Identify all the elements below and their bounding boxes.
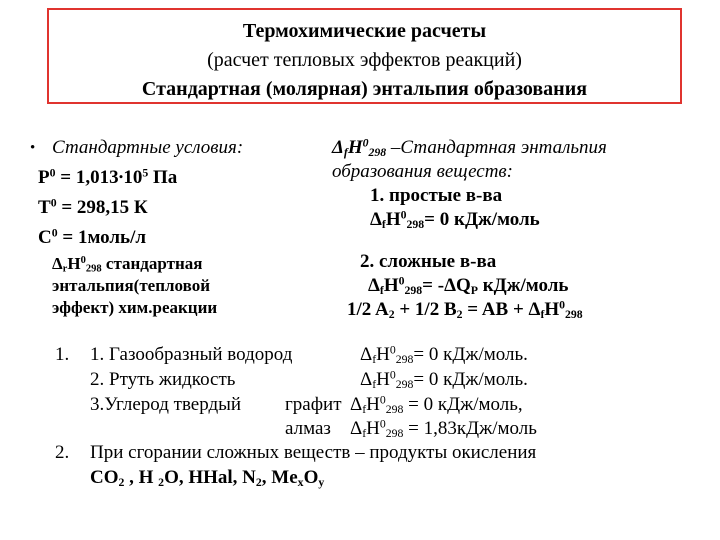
title-line-1: Термохимические расчеты xyxy=(242,20,487,42)
formation-enthalpy-definition-2: образования веществ: xyxy=(332,161,514,182)
oxidation-products: $CO_2$ , H $_2$O, HHal, $N_2$, $Me_xO_y$ xyxy=(90,467,325,489)
standard-conditions-heading: Стандартные условия: xyxy=(52,137,244,158)
title-line-3: Стандартная (молярная) энтальпия образования xyxy=(141,78,588,100)
simple-substances-label: 1. простые в-ва xyxy=(370,185,503,206)
diamond-label: алмаз xyxy=(285,418,331,439)
mercury-equation: $\Delta_fH^0_{298}= 0$ кДж/моль. xyxy=(360,368,528,391)
list-item-mercury: 2. Ртуть жидкость xyxy=(90,369,236,390)
reaction-enthalpy-line-3: эффект) хим.реакции xyxy=(52,298,218,317)
formation-reaction-equation: 1/2 $A_2 + 1/2$ $B_2$ = AB + $\Delta_fH^0_{298}$ xyxy=(347,298,583,321)
reaction-enthalpy-line: $\Delta_rH^0_{298}$ стандартная xyxy=(52,254,203,275)
reaction-enthalpy-line-2: энтальпия(тепловой xyxy=(52,276,210,295)
complex-substances-equation: $\Delta_fH^0_{298}= -\Delta Q_P$ кДж/моль xyxy=(368,274,569,297)
hydrogen-equation: $\Delta_fH^0_{298}= 0$ кДж/моль. xyxy=(360,343,528,366)
title-box xyxy=(47,8,682,104)
list-number-2: 2. xyxy=(55,442,70,463)
simple-substances-equation: $\Delta_fH^0_{298}= 0$ кДж/моль xyxy=(370,208,540,231)
graphite-equation: $\Delta_fH^0_{298} = 0$ кДж/моль, xyxy=(350,393,523,416)
title-line-2: (расчет тепловых эффектов реакций) xyxy=(207,49,522,71)
graphite-label: графит xyxy=(285,394,342,415)
complex-substances-label: 2. сложные в-ва xyxy=(360,251,497,272)
bullet-marker: • xyxy=(30,140,36,156)
list-item-carbon: 3.Углерод твердый xyxy=(90,394,242,415)
list-item-hydrogen: 1. Газообразный водород xyxy=(90,344,293,365)
temperature-line: $Т^0 = 298,15$ К xyxy=(38,196,148,218)
diamond-equation: $\Delta_fH^0_{298}$ = 1,83кДж/моль xyxy=(350,417,537,440)
list-number-1: 1. xyxy=(55,344,70,365)
pressure-line: $Р^0 = 1,013\cdot 10^5$ Па xyxy=(38,166,178,188)
combustion-statement: При сгорании сложных веществ – продукты окисления xyxy=(90,442,537,463)
concentration-line: $С^0$ = 1моль/л xyxy=(38,226,147,248)
formation-enthalpy-definition: $\Delta_fH^0_{298}$ –Стандартная энтальпия xyxy=(332,136,607,159)
